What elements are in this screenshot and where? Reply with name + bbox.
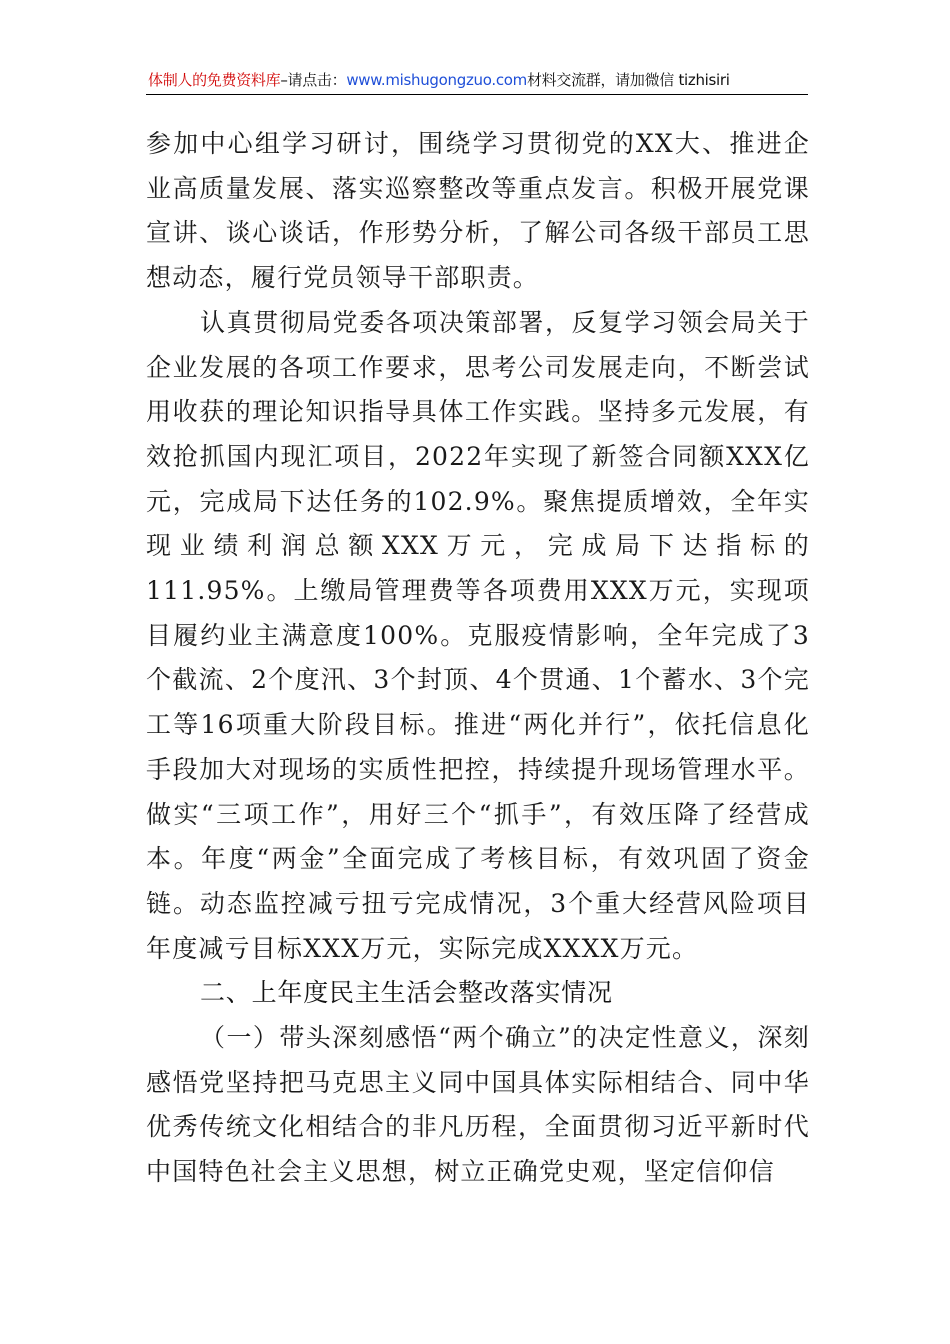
header-prompt: –请点击： xyxy=(280,71,347,89)
document-body xyxy=(146,122,810,1195)
paragraph-continued: 参加中心组学习研讨，围绕学习贯彻党的XX大、推进企业高质量发展、落实巡察整改等重点发言。积极开展党课宣讲、谈心谈话，作形势分析，了解公司各级干部员工思想动态，履行党员领导干部职责。 xyxy=(146,129,810,293)
header-contact: 材料交流群，请加微信 tizhisiri xyxy=(526,71,730,89)
header-site-name: 体制人的免费资料库 xyxy=(148,71,281,89)
page-header xyxy=(148,66,806,94)
header-url-link[interactable]: www.mishugongzuo.com xyxy=(346,71,527,89)
section-heading: 二、上年度民主生活会整改落实情况 xyxy=(200,978,613,1008)
header-divider xyxy=(146,94,808,95)
section-paragraph: （一）带头深刻感悟“两个确立”的决定性意义，深刻感悟党坚持把马克思主义同中国具体实际相结合、同中华优秀传统文化相结合的非凡历程，全面贯彻习近平新时代中国特色社会主义思想，树立正确党史观，坚定信仰信 xyxy=(146,1023,810,1187)
paragraph-achievements: 认真贯彻局党委各项决策部署，反复学习领会局关于企业发展的各项工作要求，思考公司发展走向，不断尝试用收获的理论知识指导具体工作实践。坚持多元发展，有效抢抓国内现汇项目，2022年实现了新签合同额XXX亿元，完成局下达任务的102.9%。聚焦提质增效，全年实现业绩利润总额XXX万元，完成局下达指标的111.95%。上缴局管理费等各项费用XXX万元，实现项目履约业主满意度100%。克服疫情影响，全年完成了3个截流、2个度汛、3个封顶、4个贯通、1个蓄水、3个完工等16项重大阶段目标。推进“两化并行”，依托信息化手段加大对现场的实质性把控，持续提升现场管理水平。做实“三项工作”，用好三个“抓手”，有效压降了经营成本。年度“两金”全面完成了考核目标，有效巩固了资金链。动态监控减亏扭亏完成情况，3个重大经营风险项目年度减亏目标XXX万元，实际完成XXXX万元。 xyxy=(146,307,810,963)
